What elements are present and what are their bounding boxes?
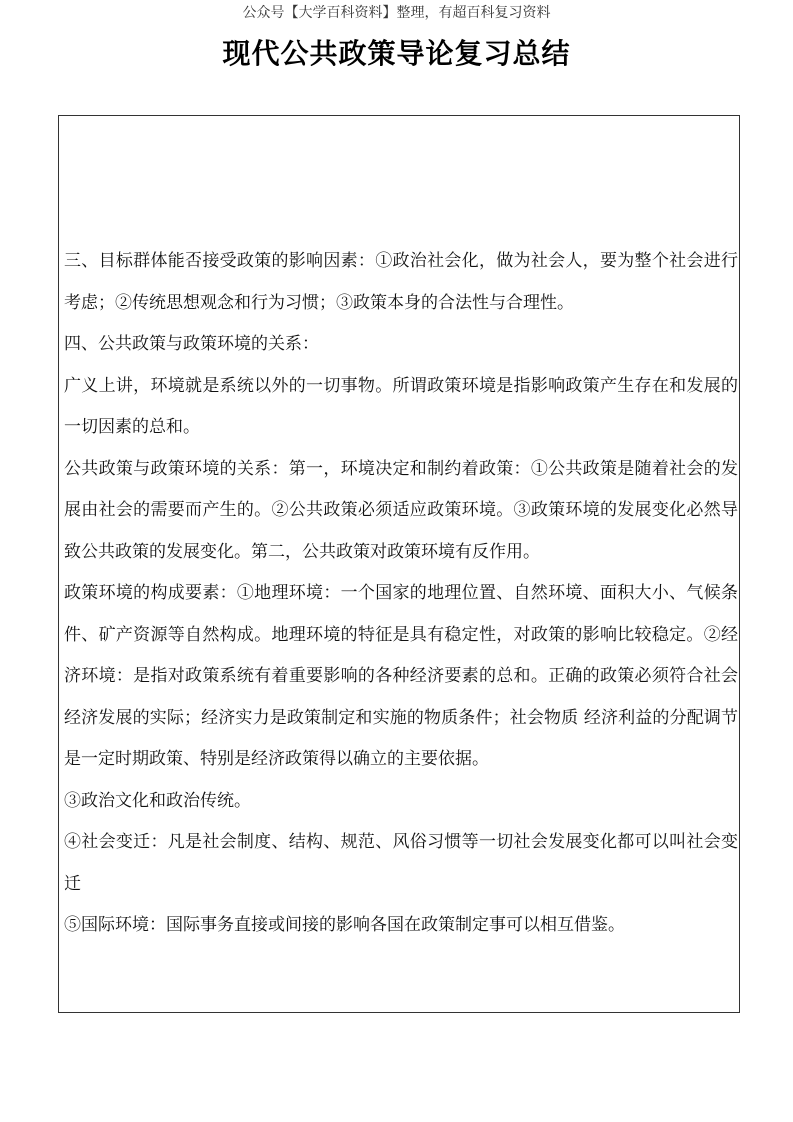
header-note: 公众号【大学百科资料】整理，有超百科复习资料 (242, 5, 551, 21)
content-body (64, 241, 738, 947)
page-title: 现代公共政策导论复习总结 (222, 37, 571, 70)
paragraph-political-culture: ③政治文化和政治传统。 (64, 790, 251, 811)
paragraph-social-change: ④社会变迁：凡是社会制度、结构、规范、风俗习惯等一切社会发展变化都可以叫社会变迁 (64, 832, 738, 894)
paragraph-environment-definition: 广义上讲，环境就是系统以外的一切事物。所谓政策环境是指影响政策产生存在和发展的一切因素的总和。 (64, 375, 738, 437)
paragraph-target-group-factors: 三、目标群体能否接受政策的影响因素：①政治社会化，做为社会人，要为整个社会进行考虑；②传统思想观念和行为习惯；③政策本身的合法性与合理性。 (64, 251, 738, 313)
paragraph-environment-elements: 政策环境的构成要素：①地理环境：一个国家的地理位置、自然环境、面积大小、气候条件、矿产资源等自然构成。地理环境的特征是具有稳定性，对政策的影响比较稳定。②经济环境：是指对政策系统有着重要影响的各种经济要素的总和。正确的政策必须符合社会经济发展的实际；经济实力是政策制定和实施的物质条件；社会物质 经济利益的分配调节是一定时期政策、特别是经济政策得以确立的主要依据。 (64, 583, 738, 769)
paragraph-international-environment: ⑤国际环境：国际事务直接或间接的影响各国在政策制定事可以相互借鉴。 (64, 915, 625, 935)
paragraph-section-four-heading: 四、公共政策与政策环境的关系： (64, 334, 319, 354)
paragraph-policy-environment-relation: 公共政策与政策环境的关系：第一，环境决定和制约着政策：①公共政策是随着社会的发展由社会的需要而产生的。②公共政策必须适应政策环境。③政策环境的发展变化必然导致公共政策的发展变化。第二，公共政策对政策环境有反作用。 (64, 458, 738, 562)
